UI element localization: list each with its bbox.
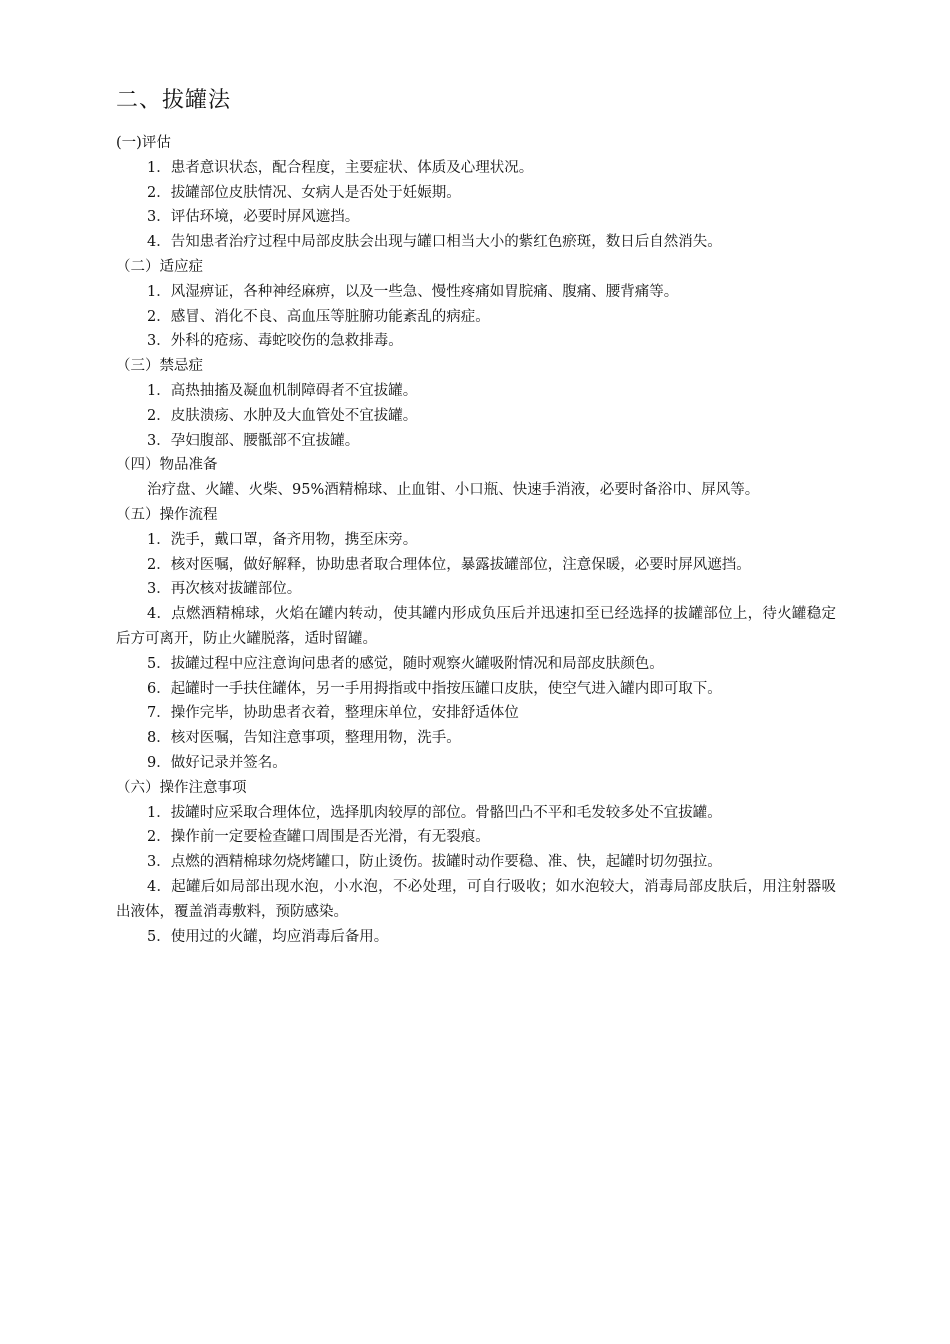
list-item: 2．拔罐部位皮肤情况、女病人是否处于妊娠期。 bbox=[147, 184, 461, 201]
list-item: 4．点燃酒精棉球，火焰在罐内转动，使其罐内形成负压后并迅速扣至已经选择的拔罐部位上，待火罐稳定后方可离开，防止火罐脱落，适时留罐。 bbox=[116, 606, 836, 647]
list-item: 1．患者意识状态，配合程度，主要症状、体质及心理状况。 bbox=[147, 159, 534, 176]
section-heading: （四）物品准备 bbox=[116, 457, 218, 474]
list-item: 3．孕妇腹部、腰骶部不宜拔罐。 bbox=[147, 432, 360, 449]
list-item: 2．感冒、消化不良、高血压等脏腑功能紊乱的病症。 bbox=[147, 308, 490, 325]
section-heading: （六）操作注意事项 bbox=[116, 779, 247, 796]
section-heading: （二）适应症 bbox=[116, 258, 203, 275]
list-item: 6．起罐时一手扶住罐体，另一手用拇指或中指按压罐口皮肤，使空气进入罐内即可取下。 bbox=[147, 680, 722, 697]
list-item: 5．拔罐过程中应注意询问患者的感觉，随时观察火罐吸附情况和局部皮肤颜色。 bbox=[147, 655, 664, 672]
section-heading: （五）操作流程 bbox=[116, 506, 218, 523]
list-item: 2．操作前一定要检查罐口周围是否光滑，有无裂痕。 bbox=[147, 829, 490, 846]
list-item: 3．评估环境，必要时屏风遮挡。 bbox=[147, 209, 360, 226]
list-item: 2．核对医嘱，做好解释，协助患者取合理体位，暴露拔罐部位，注意保暖，必要时屏风遮挡。 bbox=[147, 556, 751, 573]
list-item: 8．核对医嘱，告知注意事项，整理用物，洗手。 bbox=[147, 730, 461, 747]
list-item: 1．拔罐时应采取合理体位，选择肌肉较厚的部位。骨骼凹凸不平和毛发较多处不宜拔罐。 bbox=[147, 804, 722, 821]
list-item: 1．风湿痹证，各种神经麻痹，以及一些急、慢性疼痛如胃脘痛、腹痛、腰背痛等。 bbox=[147, 283, 679, 300]
list-item: 4．告知患者治疗过程中局部皮肤会出现与罐口相当大小的紫红色瘀斑，数日后自然消失。 bbox=[147, 234, 722, 251]
section-contraindications bbox=[116, 354, 836, 453]
list-item: 4．起罐后如局部出现水泡，小水泡，不必处理，可自行吸收；如水泡较大，消毒局部皮肤后，用注射器吸出液体，覆盖消毒敷料，预防感染。 bbox=[116, 878, 836, 920]
list-item: 9．做好记录并签名。 bbox=[147, 754, 287, 771]
list-item: 1．高热抽搐及凝血机制障碍者不宜拔罐。 bbox=[147, 382, 418, 399]
section-procedure bbox=[116, 503, 836, 776]
section-heading: （三）禁忌症 bbox=[116, 358, 203, 375]
list-item: 5．使用过的火罐，均应消毒后备用。 bbox=[147, 928, 389, 945]
list-item: 2．皮肤溃疡、水肿及大血管处不宜拔罐。 bbox=[147, 407, 418, 424]
list-item: 治疗盘、火罐、火柴、95%酒精棉球、止血钳、小口瓶、快速手消液，必要时备浴巾、屏风等。 bbox=[147, 482, 760, 499]
list-item: 3．外科的疮疡、毒蛇咬伤的急救排毒。 bbox=[147, 333, 403, 350]
list-item: 1．洗手，戴口罩，备齐用物，携至床旁。 bbox=[147, 531, 418, 548]
list-item: 3．再次核对拔罐部位。 bbox=[147, 581, 302, 598]
section-precautions bbox=[116, 776, 836, 950]
section-assessment bbox=[116, 131, 836, 255]
section-supplies bbox=[116, 453, 836, 503]
list-item: 3．点燃的酒精棉球勿烧烤罐口，防止烫伤。拔罐时动作要稳、准、快，起罐时切勿强拉。 bbox=[147, 854, 722, 871]
page-title: 二、拔罐法 bbox=[116, 88, 232, 113]
section-heading: (一)评估 bbox=[116, 135, 171, 151]
list-item: 7．操作完毕，协助患者衣着，整理床单位，安排舒适体位 bbox=[147, 705, 519, 722]
section-indications bbox=[116, 255, 836, 354]
document-body bbox=[116, 131, 836, 949]
